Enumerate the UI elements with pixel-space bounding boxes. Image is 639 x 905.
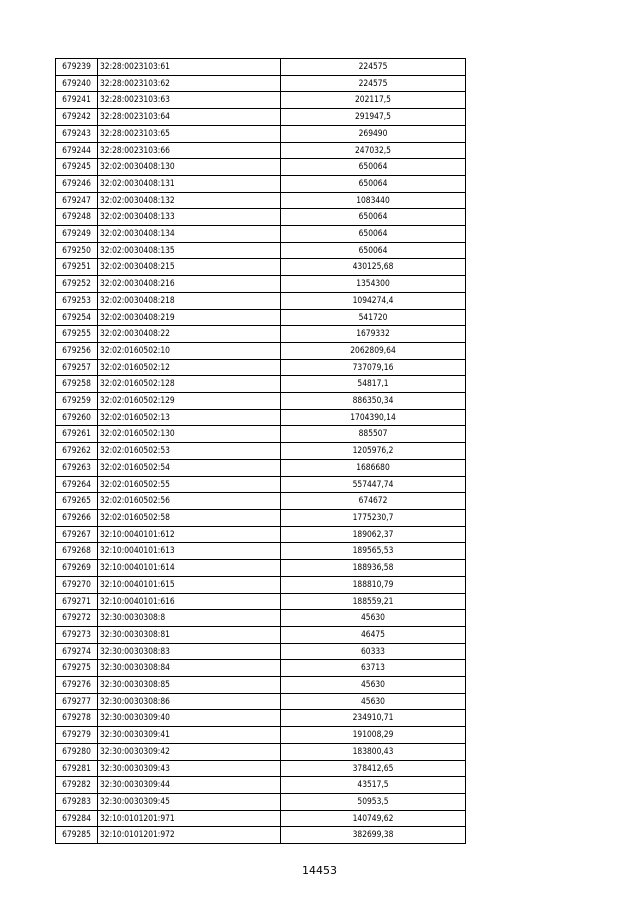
cadastral-number-cell: 32:30:0030308:8 bbox=[98, 610, 281, 627]
table-row bbox=[56, 810, 466, 827]
cadastral-number-cell: 32:02:0030408:218 bbox=[98, 292, 281, 309]
row-number-cell: 679246 bbox=[56, 175, 98, 192]
table-row bbox=[56, 92, 466, 109]
cadastral-value-cell: 886350,34 bbox=[281, 393, 466, 410]
row-number-cell: 679262 bbox=[56, 443, 98, 460]
row-number-cell: 679251 bbox=[56, 259, 98, 276]
row-number-cell: 679244 bbox=[56, 142, 98, 159]
cadastral-number-cell: 32:30:0030308:86 bbox=[98, 693, 281, 710]
cadastral-number-cell: 32:02:0030408:133 bbox=[98, 209, 281, 226]
row-number-cell: 679273 bbox=[56, 626, 98, 643]
cadastral-value-cell: 60333 bbox=[281, 643, 466, 660]
row-number-cell: 679256 bbox=[56, 342, 98, 359]
cadastral-number-cell: 32:02:0030408:216 bbox=[98, 276, 281, 293]
table-row bbox=[56, 677, 466, 694]
cadastral-number-cell: 32:10:0101201:971 bbox=[98, 810, 281, 827]
cadastral-value-cell: 650064 bbox=[281, 242, 466, 259]
cadastral-number-cell: 32:02:0160502:56 bbox=[98, 493, 281, 510]
cadastral-number-cell: 32:30:0030309:44 bbox=[98, 777, 281, 794]
table-row bbox=[56, 192, 466, 209]
row-number-cell: 679276 bbox=[56, 677, 98, 694]
row-number-cell: 679266 bbox=[56, 509, 98, 526]
cadastral-value-cell: 224575 bbox=[281, 75, 466, 92]
cadastral-number-cell: 32:10:0040101:612 bbox=[98, 526, 281, 543]
cadastral-number-cell: 32:02:0030408:135 bbox=[98, 242, 281, 259]
cadastral-number-cell: 32:28:0023103:63 bbox=[98, 92, 281, 109]
cadastral-number-cell: 32:10:0040101:615 bbox=[98, 576, 281, 593]
row-number-cell: 679268 bbox=[56, 543, 98, 560]
cadastral-number-cell: 32:30:0030308:84 bbox=[98, 660, 281, 677]
table-row bbox=[56, 109, 466, 126]
cadastral-number-cell: 32:30:0030309:45 bbox=[98, 793, 281, 810]
table-body bbox=[56, 59, 466, 844]
table-row bbox=[56, 476, 466, 493]
cadastral-value-cell: 1704390,14 bbox=[281, 409, 466, 426]
cadastral-value-cell: 382699,38 bbox=[281, 827, 466, 844]
cadastral-value-cell: 1094274,4 bbox=[281, 292, 466, 309]
cadastral-value-cell: 1686680 bbox=[281, 459, 466, 476]
cadastral-number-cell: 32:30:0030308:81 bbox=[98, 626, 281, 643]
cadastral-number-cell: 32:02:0030408:215 bbox=[98, 259, 281, 276]
cadastral-number-cell: 32:02:0030408:22 bbox=[98, 326, 281, 343]
cadastral-value-cell: 63713 bbox=[281, 660, 466, 677]
cadastral-value-cell: 191008,29 bbox=[281, 727, 466, 744]
cadastral-number-cell: 32:02:0030408:131 bbox=[98, 175, 281, 192]
cadastral-number-cell: 32:02:0160502:129 bbox=[98, 393, 281, 410]
table-row bbox=[56, 743, 466, 760]
row-number-cell: 679284 bbox=[56, 810, 98, 827]
cadastral-number-cell: 32:28:0023103:65 bbox=[98, 125, 281, 142]
row-number-cell: 679243 bbox=[56, 125, 98, 142]
cadastral-number-cell: 32:02:0160502:58 bbox=[98, 509, 281, 526]
row-number-cell: 679254 bbox=[56, 309, 98, 326]
cadastral-number-cell: 32:02:0030408:132 bbox=[98, 192, 281, 209]
table-row bbox=[56, 359, 466, 376]
row-number-cell: 679242 bbox=[56, 109, 98, 126]
table-row bbox=[56, 777, 466, 794]
row-number-cell: 679249 bbox=[56, 226, 98, 243]
row-number-cell: 679272 bbox=[56, 610, 98, 627]
table-row bbox=[56, 459, 466, 476]
row-number-cell: 679255 bbox=[56, 326, 98, 343]
cadastral-value-cell: 50953,5 bbox=[281, 793, 466, 810]
table-row bbox=[56, 793, 466, 810]
cadastral-number-cell: 32:30:0030309:42 bbox=[98, 743, 281, 760]
table-row bbox=[56, 610, 466, 627]
cadastral-number-cell: 32:02:0030408:130 bbox=[98, 159, 281, 176]
table-row bbox=[56, 593, 466, 610]
table-row bbox=[56, 643, 466, 660]
cadastral-number-cell: 32:28:0023103:61 bbox=[98, 59, 281, 76]
cadastral-value-cell: 189565,53 bbox=[281, 543, 466, 560]
row-number-cell: 679269 bbox=[56, 560, 98, 577]
row-number-cell: 679265 bbox=[56, 493, 98, 510]
cadastral-value-cell: 2062809,64 bbox=[281, 342, 466, 359]
row-number-cell: 679278 bbox=[56, 710, 98, 727]
table-row bbox=[56, 75, 466, 92]
cadastral-number-cell: 32:02:0160502:128 bbox=[98, 376, 281, 393]
cadastral-number-cell: 32:10:0040101:616 bbox=[98, 593, 281, 610]
cadastral-value-cell: 650064 bbox=[281, 209, 466, 226]
cadastral-value-cell: 45630 bbox=[281, 610, 466, 627]
table-row bbox=[56, 710, 466, 727]
cadastral-value-cell: 234910,71 bbox=[281, 710, 466, 727]
table-row bbox=[56, 309, 466, 326]
table-row bbox=[56, 727, 466, 744]
page-number: 14453 bbox=[302, 864, 337, 877]
cadastral-value-cell: 557447,74 bbox=[281, 476, 466, 493]
row-number-cell: 679281 bbox=[56, 760, 98, 777]
cadastral-number-cell: 32:30:0030308:85 bbox=[98, 677, 281, 694]
table-row bbox=[56, 226, 466, 243]
cadastral-value-cell: 291947,5 bbox=[281, 109, 466, 126]
cadastral-number-cell: 32:02:0160502:54 bbox=[98, 459, 281, 476]
cadastral-value-cell: 247032,5 bbox=[281, 142, 466, 159]
cadastral-value-cell: 650064 bbox=[281, 226, 466, 243]
cadastral-number-cell: 32:02:0160502:10 bbox=[98, 342, 281, 359]
table-row bbox=[56, 409, 466, 426]
cadastral-number-cell: 32:30:0030308:83 bbox=[98, 643, 281, 660]
row-number-cell: 679263 bbox=[56, 459, 98, 476]
row-number-cell: 679252 bbox=[56, 276, 98, 293]
row-number-cell: 679270 bbox=[56, 576, 98, 593]
row-number-cell: 679250 bbox=[56, 242, 98, 259]
row-number-cell: 679260 bbox=[56, 409, 98, 426]
table-row bbox=[56, 493, 466, 510]
cadastral-value-cell: 1775230,7 bbox=[281, 509, 466, 526]
cadastral-value-cell: 885507 bbox=[281, 426, 466, 443]
table-row bbox=[56, 827, 466, 844]
row-number-cell: 679253 bbox=[56, 292, 98, 309]
cadastral-value-cell: 650064 bbox=[281, 159, 466, 176]
cadastral-number-cell: 32:28:0023103:62 bbox=[98, 75, 281, 92]
cadastral-number-cell: 32:30:0030309:40 bbox=[98, 710, 281, 727]
cadastral-value-cell: 188810,79 bbox=[281, 576, 466, 593]
table-row bbox=[56, 760, 466, 777]
cadastral-value-cell: 1354300 bbox=[281, 276, 466, 293]
table-row bbox=[56, 125, 466, 142]
cadastral-value-cell: 43517,5 bbox=[281, 777, 466, 794]
row-number-cell: 679245 bbox=[56, 159, 98, 176]
cadastral-number-cell: 32:02:0030408:134 bbox=[98, 226, 281, 243]
cadastral-value-cell: 737079,16 bbox=[281, 359, 466, 376]
row-number-cell: 679259 bbox=[56, 393, 98, 410]
row-number-cell: 679271 bbox=[56, 593, 98, 610]
row-number-cell: 679261 bbox=[56, 426, 98, 443]
table-row bbox=[56, 142, 466, 159]
cadastral-number-cell: 32:02:0160502:130 bbox=[98, 426, 281, 443]
row-number-cell: 679257 bbox=[56, 359, 98, 376]
table-row bbox=[56, 526, 466, 543]
cadastral-value-table bbox=[55, 58, 466, 844]
cadastral-value-cell: 45630 bbox=[281, 693, 466, 710]
cadastral-value-cell: 188559,21 bbox=[281, 593, 466, 610]
table-row bbox=[56, 276, 466, 293]
row-number-cell: 679283 bbox=[56, 793, 98, 810]
cadastral-value-cell: 1205976,2 bbox=[281, 443, 466, 460]
row-number-cell: 679267 bbox=[56, 526, 98, 543]
table-row bbox=[56, 292, 466, 309]
table-row bbox=[56, 393, 466, 410]
row-number-cell: 679241 bbox=[56, 92, 98, 109]
table-row bbox=[56, 626, 466, 643]
table-row bbox=[56, 159, 466, 176]
table-row bbox=[56, 693, 466, 710]
row-number-cell: 679275 bbox=[56, 660, 98, 677]
row-number-cell: 679277 bbox=[56, 693, 98, 710]
cadastral-value-cell: 140749,62 bbox=[281, 810, 466, 827]
table-row bbox=[56, 426, 466, 443]
cadastral-value-cell: 269490 bbox=[281, 125, 466, 142]
row-number-cell: 679239 bbox=[56, 59, 98, 76]
cadastral-value-cell: 46475 bbox=[281, 626, 466, 643]
cadastral-value-cell: 45630 bbox=[281, 677, 466, 694]
cadastral-number-cell: 32:02:0160502:13 bbox=[98, 409, 281, 426]
cadastral-value-cell: 430125,68 bbox=[281, 259, 466, 276]
cadastral-number-cell: 32:10:0040101:614 bbox=[98, 560, 281, 577]
row-number-cell: 679248 bbox=[56, 209, 98, 226]
table-row bbox=[56, 326, 466, 343]
row-number-cell: 679240 bbox=[56, 75, 98, 92]
row-number-cell: 679279 bbox=[56, 727, 98, 744]
cadastral-number-cell: 32:02:0160502:12 bbox=[98, 359, 281, 376]
cadastral-number-cell: 32:02:0030408:219 bbox=[98, 309, 281, 326]
cadastral-number-cell: 32:02:0160502:53 bbox=[98, 443, 281, 460]
row-number-cell: 679280 bbox=[56, 743, 98, 760]
row-number-cell: 679285 bbox=[56, 827, 98, 844]
cadastral-number-cell: 32:10:0101201:972 bbox=[98, 827, 281, 844]
cadastral-value-cell: 224575 bbox=[281, 59, 466, 76]
table-row bbox=[56, 59, 466, 76]
cadastral-number-cell: 32:28:0023103:64 bbox=[98, 109, 281, 126]
cadastral-value-cell: 1083440 bbox=[281, 192, 466, 209]
table-row bbox=[56, 209, 466, 226]
cadastral-number-cell: 32:10:0040101:613 bbox=[98, 543, 281, 560]
table-row bbox=[56, 242, 466, 259]
row-number-cell: 679282 bbox=[56, 777, 98, 794]
cadastral-value-cell: 650064 bbox=[281, 175, 466, 192]
row-number-cell: 679247 bbox=[56, 192, 98, 209]
row-number-cell: 679274 bbox=[56, 643, 98, 660]
table-row bbox=[56, 543, 466, 560]
cadastral-value-cell: 189062,37 bbox=[281, 526, 466, 543]
cadastral-value-cell: 202117,5 bbox=[281, 92, 466, 109]
cadastral-value-cell: 1679332 bbox=[281, 326, 466, 343]
cadastral-number-cell: 32:30:0030309:41 bbox=[98, 727, 281, 744]
cadastral-value-cell: 54817,1 bbox=[281, 376, 466, 393]
cadastral-value-cell: 183800,43 bbox=[281, 743, 466, 760]
table-row bbox=[56, 259, 466, 276]
cadastral-number-cell: 32:28:0023103:66 bbox=[98, 142, 281, 159]
cadastral-value-cell: 188936,58 bbox=[281, 560, 466, 577]
cadastral-value-cell: 674672 bbox=[281, 493, 466, 510]
cadastral-number-cell: 32:30:0030309:43 bbox=[98, 760, 281, 777]
table-row bbox=[56, 660, 466, 677]
row-number-cell: 679264 bbox=[56, 476, 98, 493]
cadastral-value-cell: 378412,65 bbox=[281, 760, 466, 777]
row-number-cell: 679258 bbox=[56, 376, 98, 393]
table-row bbox=[56, 342, 466, 359]
table-row bbox=[56, 443, 466, 460]
cadastral-value-cell: 541720 bbox=[281, 309, 466, 326]
cadastral-number-cell: 32:02:0160502:55 bbox=[98, 476, 281, 493]
table-row bbox=[56, 175, 466, 192]
table-row bbox=[56, 509, 466, 526]
table-row bbox=[56, 576, 466, 593]
table-row bbox=[56, 560, 466, 577]
table-row bbox=[56, 376, 466, 393]
